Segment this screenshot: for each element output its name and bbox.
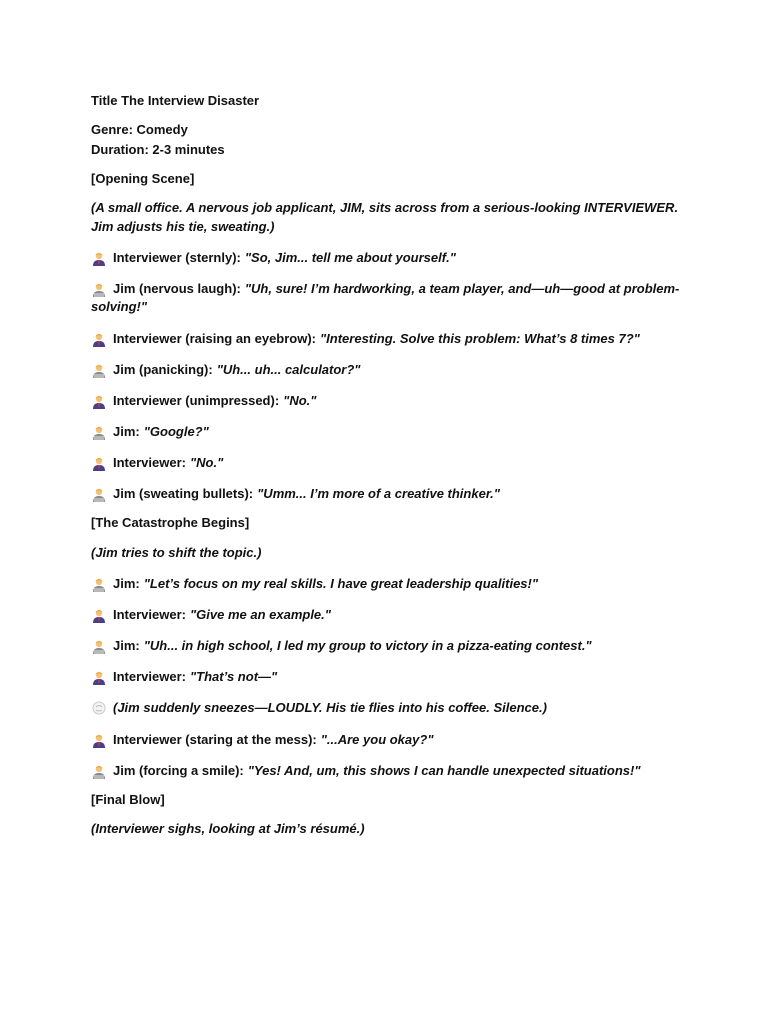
dialogue-text: "Uh... in high school, I led my group to victory in a pizza-eating contest." [143,638,592,653]
dialogue-text: "Umm... I’m more of a creative thinker." [257,486,500,501]
final-blow-heading: [Final Blow] [91,792,165,807]
jim-icon [91,424,107,440]
speaker-label: Interviewer: [113,669,186,684]
jim-icon [91,638,107,654]
speaker-label: Jim: [113,638,140,653]
opening-stage-direction-2: Jim adjusts his tie, sweating.) [91,219,275,234]
script-title: Title The Interview Disaster [91,93,260,108]
dialogue-text: "That’s not—" [189,669,278,684]
dialogue-line [91,360,691,379]
speaker-label: Interviewer: [113,607,186,622]
dialogue-line [91,279,691,298]
speaker-label: Jim (forcing a smile): [113,763,244,778]
dialogue-text: "Yes! And, um, this shows I can handle unexpected situations!" [247,763,641,778]
dialogue-line [91,636,691,655]
dialogue-text: "Uh, sure! I’m hardworking, a team player, and—uh—good at problem- [244,281,680,296]
speaker-label: Interviewer (unimpressed): [113,393,280,408]
dialogue-line [91,329,691,348]
dialogue-line [91,391,691,410]
sneeze-icon [91,700,107,716]
dialogue-line [91,248,691,267]
jim-icon [91,576,107,592]
final-stage-direction: (Interviewer sighs, looking at Jim’s résumé.) [91,821,365,836]
speaker-label: Jim (nervous laugh): [113,281,241,296]
duration-line: Duration: 2-3 minutes [91,142,225,157]
dialogue-continuation: solving!" [91,299,147,314]
interviewer-icon [91,393,107,409]
dialogue-line [91,422,691,441]
jim-icon [91,281,107,297]
sneeze-stage-direction [91,698,691,717]
dialogue-line [91,574,691,593]
interviewer-icon [91,331,107,347]
speaker-label: Interviewer: [113,455,186,470]
catastrophe-stage-direction: (Jim tries to shift the topic.) [91,545,262,560]
interviewer-icon [91,455,107,471]
interviewer-icon [91,732,107,748]
dialogue-line [91,730,691,749]
sneeze-text: (Jim suddenly sneezes—LOUDLY. His tie flies into his coffee. Silence.) [113,700,547,715]
dialogue-line [91,605,691,624]
opening-stage-direction-1: (A small office. A nervous job applicant, JIM, sits across from a serious-looking INTERVIEWER. [91,200,679,215]
speaker-label: Interviewer (raising an eyebrow): [113,331,317,346]
interviewer-icon [91,607,107,623]
dialogue-text: "Let’s focus on my real skills. I have great leadership qualities!" [143,576,539,591]
jim-icon [91,486,107,502]
jim-icon [91,362,107,378]
dialogue-text: "No." [189,455,224,470]
catastrophe-heading: [The Catastrophe Begins] [91,515,250,530]
interviewer-icon [91,250,107,266]
interviewer-icon [91,669,107,685]
jim-icon [91,763,107,779]
dialogue-line [91,484,691,503]
dialogue-line [91,761,691,780]
dialogue-line [91,667,691,686]
dialogue-line [91,453,691,472]
speaker-label: Interviewer (staring at the mess): [113,732,317,747]
dialogue-text: "...Are you okay?" [320,732,434,747]
dialogue-text: "So, Jim... tell me about yourself." [244,250,456,265]
dialogue-text: "Uh... uh... calculator?" [216,362,361,377]
dialogue-text: "No." [283,393,317,408]
speaker-label: Interviewer (sternly): [113,250,241,265]
speaker-label: Jim: [113,424,140,439]
genre-line: Genre: Comedy [91,122,188,137]
opening-scene-heading: [Opening Scene] [91,171,195,186]
dialogue-text: "Google?" [143,424,209,439]
dialogue-text: "Give me an example." [189,607,331,622]
speaker-label: Jim: [113,576,140,591]
speaker-label: Jim (sweating bullets): [113,486,254,501]
speaker-label: Jim (panicking): [113,362,213,377]
dialogue-text: "Interesting. Solve this problem: What’s 8 times 7?" [320,331,640,346]
